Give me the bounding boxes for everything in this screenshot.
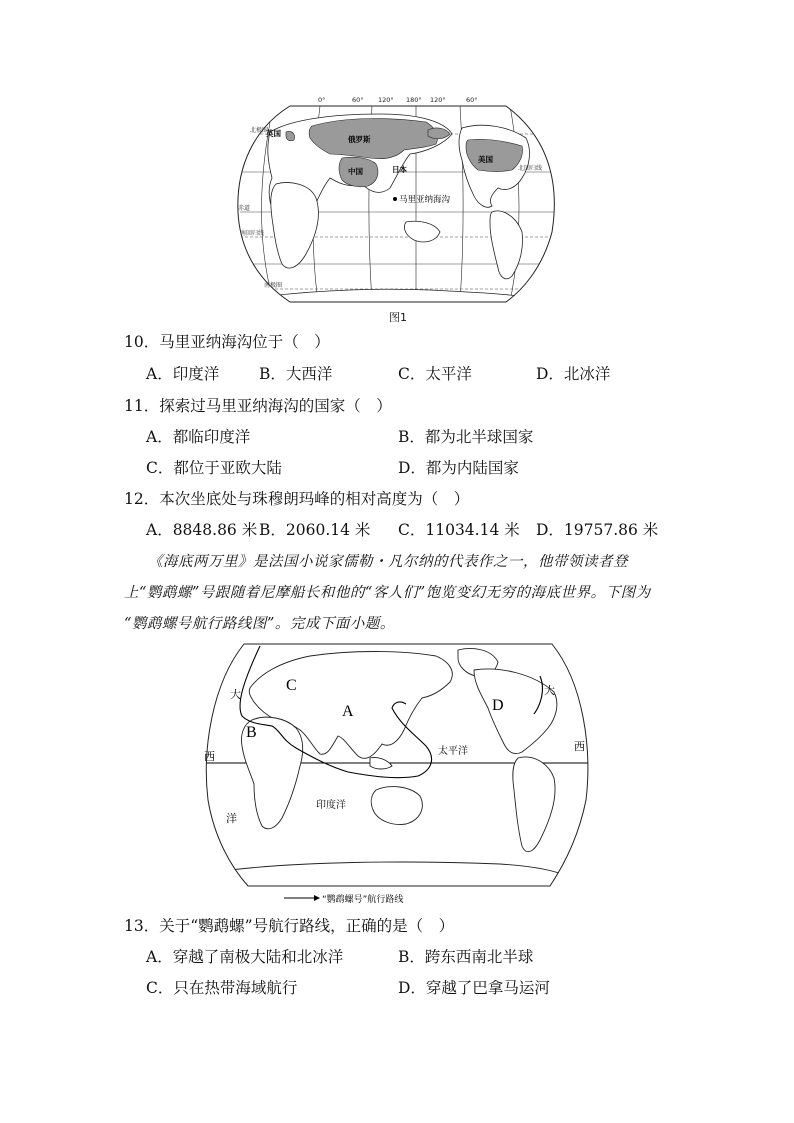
question-12-option-c[interactable]: C．11034.14 米 [398,521,520,539]
ocean-label-pacific: 太平洋 [438,746,468,757]
atlantic-char-left-1: 大 [230,688,241,701]
atlantic-char-left-2: 西 [204,750,215,763]
region-letter-a: A [342,703,354,720]
trench-label: 马里亚纳海沟 [399,195,451,205]
question-12-stem: 12．本次坐底处与珠穆朗玛峰的相对高度为（ ） [124,490,470,508]
world-map-fig1 [230,92,566,314]
question-10-option-b[interactable]: B．大西洋 [259,365,333,383]
usa-shape [466,139,523,171]
uk-shape [286,131,295,140]
lat-label: 南极圈 [264,282,283,289]
region-letter-c: C [286,677,297,694]
question-10-stem: 10．马里亚纳海沟位于（ ） [124,333,330,351]
question-12-option-a[interactable]: A．8848.86 米 [146,521,258,539]
lon-label: 180° [406,96,422,104]
ocean-label-indian: 印度洋 [316,800,346,811]
passage-line-2: 上“鹦鹉螺”号跟随着尼摩船长和他的“客人们”饱览变幻无穷的海底世界。下图为 [124,585,651,601]
world-map-nautilus-route [200,640,596,910]
question-11-option-b[interactable]: B．都为北半球国家 [398,428,534,446]
question-10-option-c[interactable]: C．太平洋 [398,365,472,383]
route-legend-label: “鹦鹉螺号”航行路线 [322,895,404,905]
lat-label: 南回归线 [240,230,265,237]
question-10-option-d[interactable]: D．北冰洋 [536,365,611,383]
question-10-option-a[interactable]: A．印度洋 [146,365,220,383]
atlantic-char-right-1: 大 [544,684,555,697]
passage-line-3: “鹦鹉螺号航行路线图”。完成下面小题。 [124,616,395,632]
question-11-option-d[interactable]: D．都为内陆国家 [398,459,519,477]
lon-label: 60° [466,96,478,104]
question-11-stem: 11．探索过马里亚纳海沟的国家（ ） [124,397,392,415]
question-11-option-a[interactable]: A．都临印度洋 [146,428,251,446]
passage-line-1: 《海底两万里》是法国小说家儒勒・凡尔纳的代表作之一，他带领读者登 [148,554,628,570]
country-label-china: 中国 [348,167,363,176]
question-11-option-c[interactable]: C．都位于亚欧大陆 [146,459,282,477]
lon-label: 60° [352,96,364,104]
lat-label: 北极圈 [250,127,269,134]
country-label-uk: 英国 [266,129,281,138]
atlantic-char-right-2: 西 [574,740,585,753]
question-13-option-d[interactable]: D．穿越了巴拿马运河 [398,979,550,997]
country-label-japan: 日本 [392,165,407,174]
question-13-option-b[interactable]: B．跨东西南北半球 [398,948,534,966]
figure-caption: 图1 [389,311,407,324]
atlantic-char-left-3: 洋 [226,812,237,825]
lat-label: 北回归线 [518,165,543,172]
question-12-option-d[interactable]: D．19757.86 米 [536,521,659,539]
region-letter-b: B [246,724,257,741]
mariana-trench-marker [393,197,397,201]
country-label-usa: 美国 [478,155,493,164]
lat-label: 赤道 [238,205,251,212]
country-label-russia: 俄罗斯 [348,135,371,144]
lon-label: 0° [318,96,326,104]
lon-label: 120° [378,96,394,104]
region-letter-d: D [492,697,504,714]
lon-label: 120° [430,96,446,104]
question-13-option-c[interactable]: C．只在热带海域航行 [146,979,298,997]
question-13-stem: 13．关于“鹦鹉螺”号航行路线，正确的是（ ） [124,917,455,935]
question-12-option-b[interactable]: B．2060.14 米 [259,521,371,539]
question-13-option-a[interactable]: A．穿越了南极大陆和北冰洋 [146,948,344,966]
